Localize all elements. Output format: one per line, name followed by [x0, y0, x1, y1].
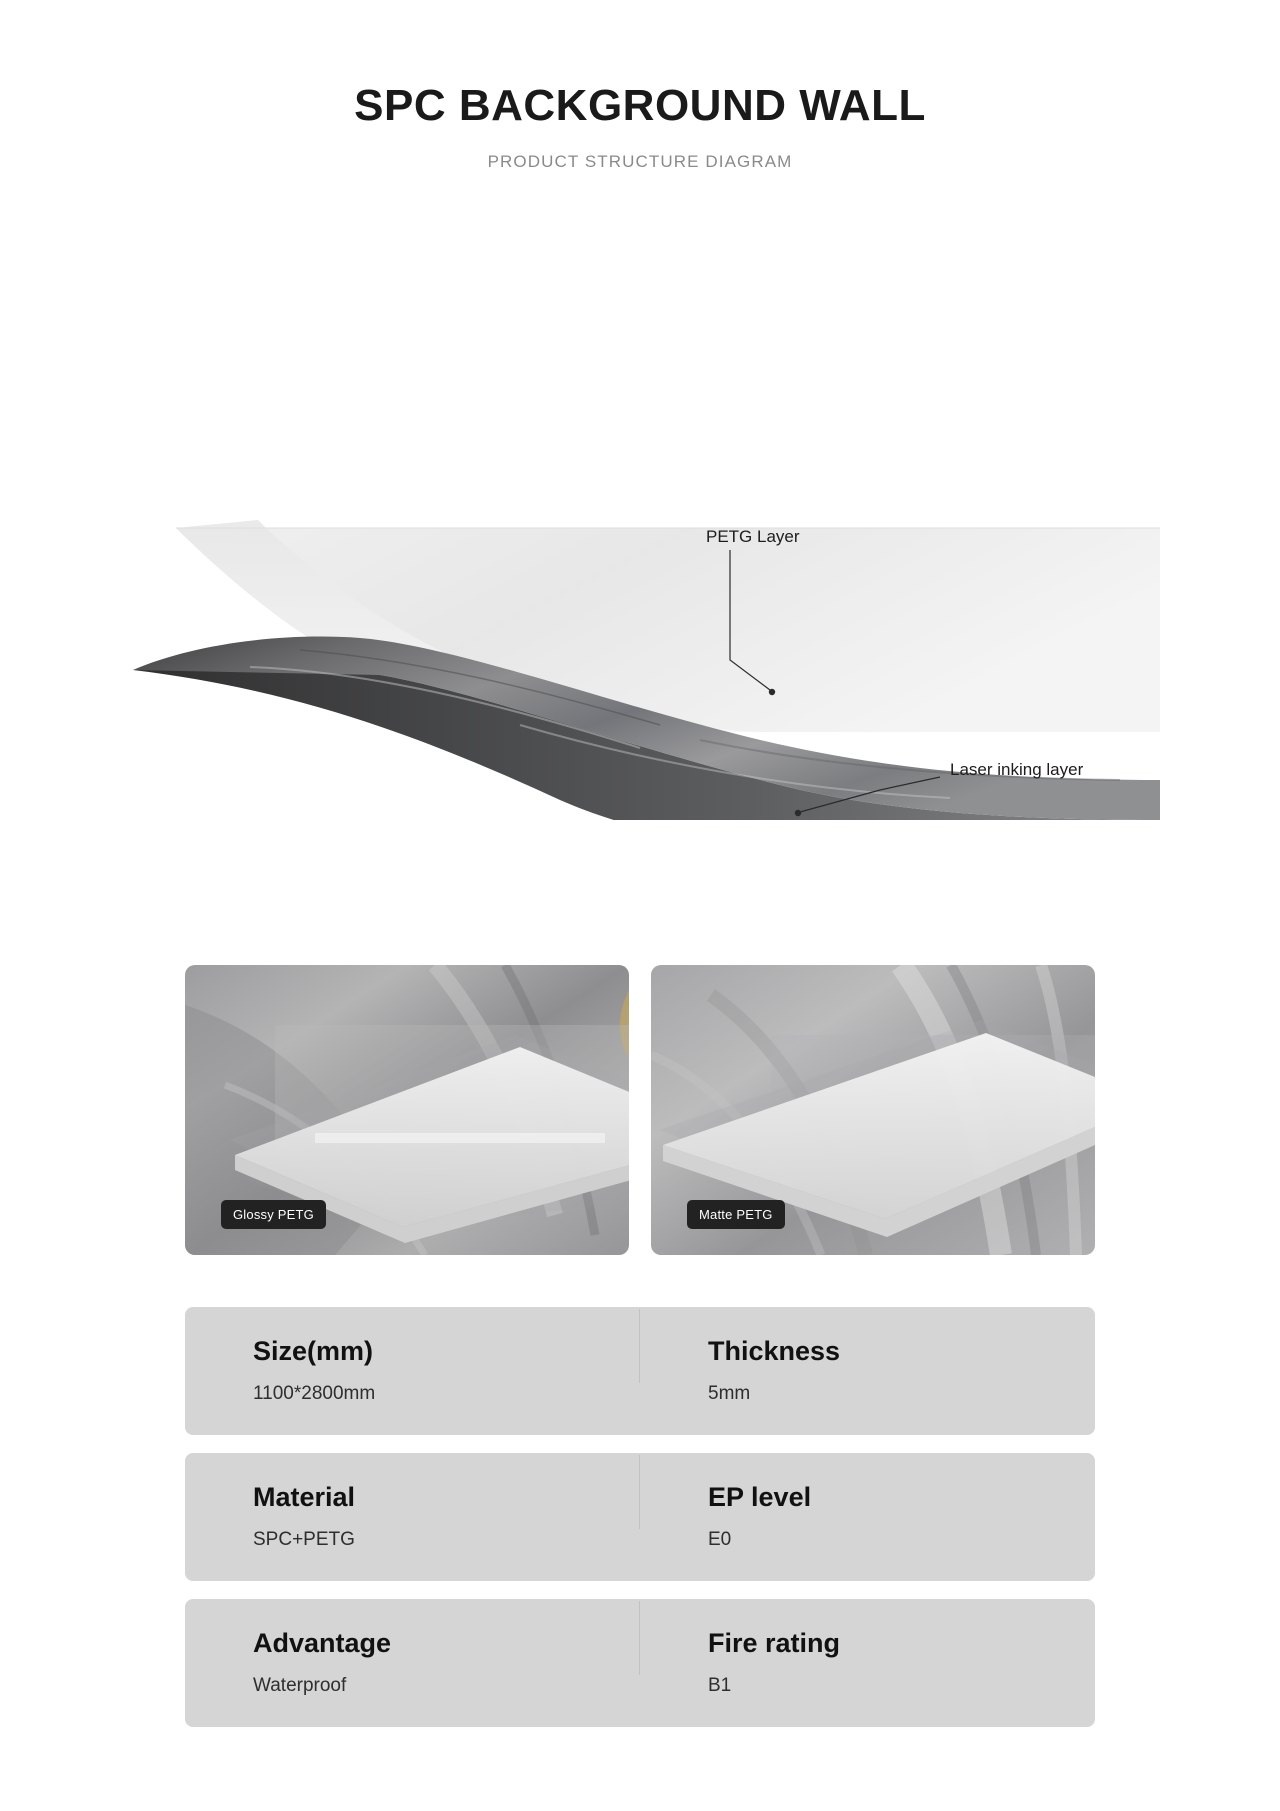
- diagram-svg: [0, 220, 1280, 820]
- spec-cell-ep-level: [640, 1483, 1095, 1551]
- product-photo-gallery: [185, 965, 1095, 1255]
- specification-table: [185, 1307, 1095, 1745]
- spec-value-size: 1100*2800mm: [253, 1382, 376, 1404]
- spec-value-fire-rating: B1: [708, 1674, 732, 1696]
- spec-key-material: Material: [253, 1482, 356, 1513]
- product-structure-diagram: [0, 220, 1280, 820]
- spec-row-advantage-fire: [185, 1599, 1095, 1727]
- spec-cell-size: [185, 1337, 640, 1405]
- spec-key-fire-rating: Fire rating: [708, 1628, 841, 1659]
- page-header: [0, 0, 1280, 172]
- spec-value-ep-level: E0: [708, 1528, 732, 1550]
- spec-cell-advantage: [185, 1629, 640, 1697]
- photo-card-glossy[interactable]: [185, 965, 629, 1255]
- spec-row-size-thickness: [185, 1307, 1095, 1435]
- spec-key-ep-level: EP level: [708, 1482, 812, 1513]
- photo-badge-glossy: Glossy PETG: [221, 1200, 326, 1229]
- page-title: SPC BACKGROUND WALL: [354, 81, 926, 130]
- spec-cell-thickness: [640, 1337, 1095, 1405]
- spec-cell-fire-rating: [640, 1629, 1095, 1697]
- photo-card-matte[interactable]: [651, 965, 1095, 1255]
- spec-value-material: SPC+PETG: [253, 1528, 355, 1550]
- spec-cell-material: [185, 1483, 640, 1551]
- spec-key-thickness: Thickness: [708, 1336, 841, 1367]
- callout-label-petg-layer: PETG Layer: [706, 527, 800, 547]
- spec-value-thickness: 5mm: [708, 1382, 751, 1404]
- page-subtitle: PRODUCT STRUCTURE DIAGRAM: [487, 152, 793, 172]
- spec-key-size: Size(mm): [253, 1336, 374, 1367]
- spec-key-advantage: Advantage: [253, 1628, 392, 1659]
- spec-value-advantage: Waterproof: [253, 1674, 347, 1696]
- photo-badge-matte: Matte PETG: [687, 1200, 785, 1229]
- spec-row-material-ep: [185, 1453, 1095, 1581]
- callout-label-laser-inking-layer: Laser inking layer: [950, 760, 1084, 780]
